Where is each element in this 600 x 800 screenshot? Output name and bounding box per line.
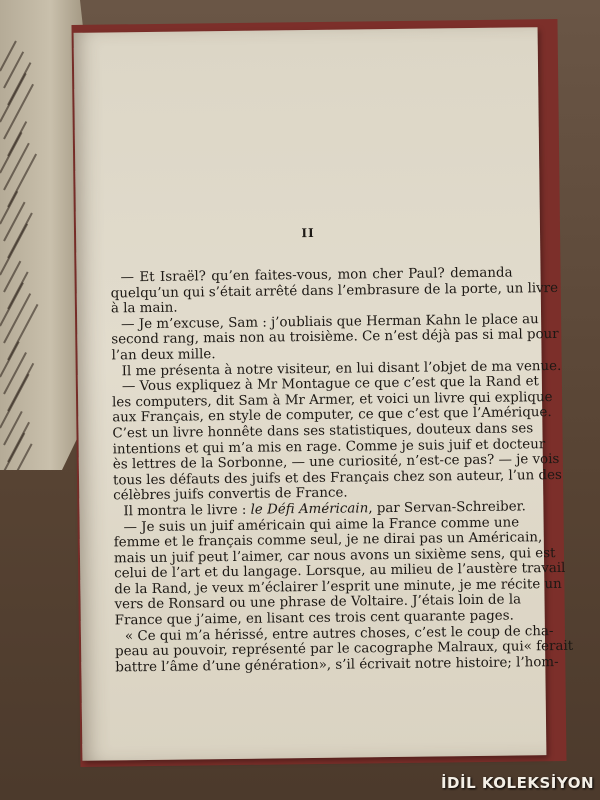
text-line: de la Rand, je veux m’éclairer l’esprit une minute, je me récite un: [114, 576, 562, 598]
chapter-number: II: [301, 225, 315, 241]
text-line: Il me présenta à notre visiteur, en lui disant l’objet de ma venue.: [121, 358, 562, 379]
text-line: — Je m’excuse, Sam : j’oubliais que Herman Kahn le place au: [121, 311, 539, 333]
page-body-text: [110, 265, 574, 676]
left-page-text-stroke: [0, 223, 28, 275]
text-line: aux Français, en style de computer, ce que c’est que l’Amérique.: [112, 405, 552, 426]
text-line: — Vous expliquez à Mr Montague ce que c’est que la Rand et: [121, 374, 539, 395]
text-line: C’est un livre honnête dans ses statistiques, douteux dans ses: [112, 421, 534, 442]
text-line: l’an deux mille.: [111, 347, 216, 364]
text-line: femme et le français comme seul, je ne dirai pas un Américain,: [113, 530, 543, 551]
left-page-text-stroke: [3, 84, 34, 140]
text-line: peau au pouvoir, représenté par le cacographe Malraux, qui« ferait: [115, 639, 574, 660]
text-line: second rang, mais non au troisième. Ce n’est déjà pas si mal pour: [111, 327, 559, 348]
watermark: İDİL KOLEKSİYON: [440, 774, 594, 792]
book-page: [74, 27, 574, 761]
text-line: France que j’aime, en lisant ces trois cent quarante pages.: [114, 608, 514, 629]
text-line: quelqu’un qui s’était arrêté dans l’embrasure de la porte, un livre: [110, 280, 559, 302]
text-line: — Je suis un juif américain qui aime la France comme une: [123, 514, 520, 535]
text-line: intentions et qui m’a mis en rage. Comme je suis juif et docteur: [112, 436, 546, 457]
text-line: mais un juif peut l’aimer, car nous avons un sixième sens, qui est: [113, 545, 556, 567]
text-line: à la main.: [110, 300, 178, 317]
left-page-text-stroke: [0, 73, 27, 123]
left-page-text-stroke: [3, 143, 30, 191]
book-title-italic: le Défi Américain: [250, 501, 369, 518]
text-line: vers de Ronsard ou une phrase de Voltaire. J’étais loin de la: [114, 592, 522, 613]
text-line: celui de l’art et du langage. Lorsque, au milieu de l’austère travail: [114, 561, 566, 582]
text-line: ès lettres de la Sorbonne, — une curiosité, n’est-ce pas? — je vois: [112, 452, 560, 473]
text-line: — Et Israël? qu’en faites-vous, mon cher Paul? demanda: [120, 265, 513, 286]
text-line: tous les défauts des juifs et des Français chez son auteur, l’un des: [112, 467, 562, 489]
left-page-text-stroke: [3, 293, 31, 343]
text-line-start: Il montra le livre :: [123, 502, 251, 520]
text-line: les computers, dit Sam à Mr Armer, et voici un livre qui explique: [111, 389, 553, 411]
text-line: « Ce qui m’a hérissé, entre autres choses, c’est le coup de cha-: [124, 623, 554, 644]
text-line: célèbres juifs convertis de France.: [113, 485, 348, 504]
text-line-end: , par Servan-Schreiber.: [368, 499, 526, 517]
text-line: battre l’âme d’une génération», s’il écrivait notre histoire; l’hom-: [115, 654, 559, 676]
